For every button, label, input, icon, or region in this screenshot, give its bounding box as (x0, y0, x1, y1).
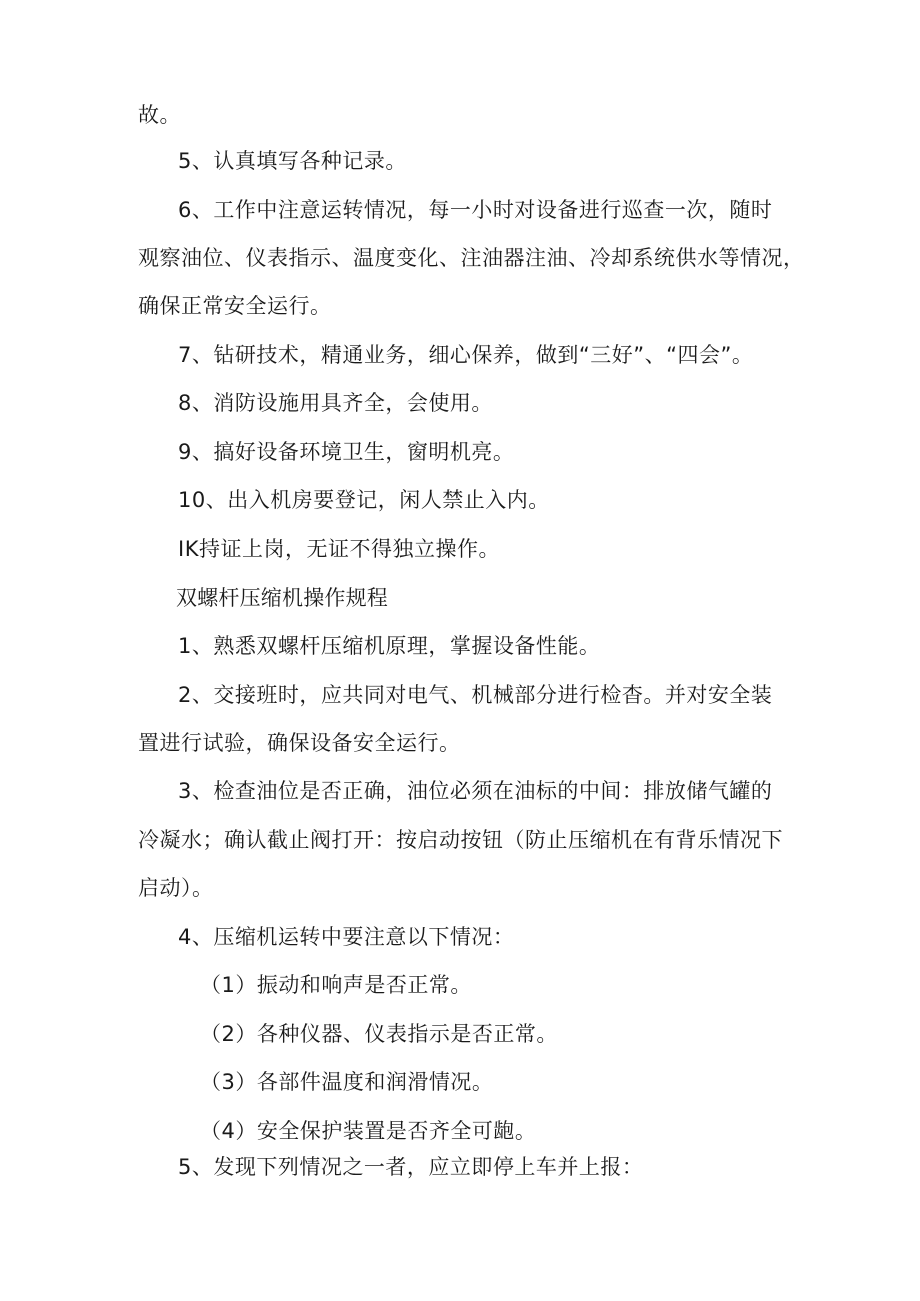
text-line: 1、熟悉双螺杆压缩机原理，掌握设备性能。 (178, 634, 601, 658)
text-line: 8、消防设施用具齐全，会使用。 (178, 391, 493, 415)
text-line: 5、发现下列情况之一者，应立即停上车并上报： (178, 1155, 644, 1179)
section-heading: 双螺杆压缩机操作规程 (176, 586, 388, 610)
text-line: 7、钻研技术，精通业务，细心保养，做到“三好”、“四会”。 (178, 343, 754, 367)
text-line: 9、搞好设备环境卫生，窗明机亮。 (178, 440, 515, 464)
text-line: 5、认真填写各种记录。 (178, 149, 407, 173)
text-line: IK持证上岗，无证不得独立操作。 (178, 537, 500, 561)
text-line: 观察油位、仪表指示、温度变化、注油器注油、冷却系统供水等情况， (138, 246, 805, 270)
text-line: 10、出入机房要登记，闲人禁止入内。 (178, 488, 550, 512)
text-line: 6、工作中注意运转情况，每一小时对设备进行巡查一次，随时 (178, 198, 773, 222)
list-item: （2）各种仪器、仪表指示是否正常。 (200, 1022, 558, 1046)
text-line: 确保正常安全运行。 (138, 294, 332, 318)
list-item: （4）安全保护装置是否齐全可龅。 (200, 1119, 537, 1143)
text-line: 4、压缩机运转中要注意以下情况： (178, 925, 515, 949)
text-line: 故。 (138, 103, 181, 127)
text-line: 冷凝水；确认截止阀打开：按启动按钮（防止压缩机在有背乐情况下 (138, 828, 783, 852)
text-line: 3、检查油位是否正确，油位必须在油标的中间：排放储气罐的 (178, 779, 773, 803)
text-line: 置进行试验，确保设备安全运行。 (138, 731, 461, 755)
text-line: 2、交接班时，应共同对电气、机械部分进行检杳。并对安全装 (178, 683, 773, 707)
text-line: 启动）。 (138, 876, 214, 900)
list-item: （3）各部件温度和润滑情况。 (200, 1070, 494, 1094)
list-item: （1）振动和响声是否正常。 (200, 973, 472, 997)
